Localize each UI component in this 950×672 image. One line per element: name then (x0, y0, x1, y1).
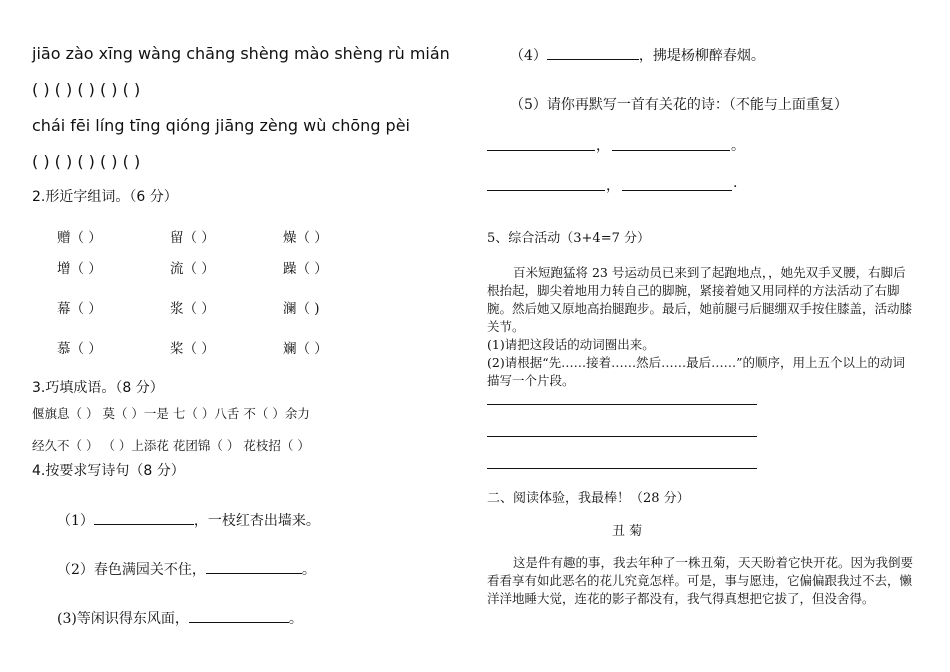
q2-word: 幕（ ） (57, 301, 102, 317)
q4-2-suffix: 。 (301, 562, 316, 578)
q4-title: 4.按要求写诗句（8 分） (32, 463, 185, 479)
q2-word: 流（ ） (170, 261, 215, 277)
q4-item-4 (510, 45, 765, 65)
q4-item-2 (57, 559, 316, 579)
answer-blank[interactable] (487, 150, 595, 151)
part2-title: 二、阅读体验，我最棒！（28 分） (487, 491, 690, 506)
q2-word: 赠（ ） (57, 230, 102, 246)
answer-blank[interactable] (487, 190, 605, 191)
comma: ， (596, 138, 610, 154)
story-text: 这是件有趣的事，我去年种了一株丑菊，天天盼着它快开花。因为我倒要看看享有如此恶名的花儿究竟怎样。可是，事与愿违，它偏偏跟我过不去，懒洋洋地睡大觉，连花的影子都没有，我气得真想把它拔了，但没舍得。 (487, 555, 914, 606)
q4-4-suffix: ，拂堤杨柳醉春烟。 (638, 48, 765, 64)
q3-idiom-line-2: 经久不（ ） （ ）上添花 花团锦（ ） 花枝招（ ） (32, 438, 310, 453)
q5-question-1: (1)请把这段话的动词圈出来。 (487, 337, 655, 352)
q5-question-2: (2)请根据“先……接着……然后……最后……”的顺序，用上五个以上的动词描写一个片段。 (487, 355, 905, 388)
q4-3-suffix: 。 (288, 611, 303, 627)
q3-idiom-line-1: 偃旗息（ ） 莫（ ）一是 七（ ）八舌 不（ ）余力 (32, 406, 310, 421)
q2-word: 留（ ） (170, 230, 215, 246)
q4-1-prefix: （1） (57, 513, 94, 529)
story-title: 丑 菊 (612, 524, 643, 539)
answer-blank[interactable] (189, 608, 289, 623)
answer-blank[interactable] (622, 190, 732, 191)
q2-word: 澜（ ) (283, 301, 320, 317)
q4-item-5: （5）请你再默写一首有关花的诗：（不能与上面重复） (510, 97, 848, 113)
q3-title: 3.巧填成语。（8 分） (32, 380, 164, 396)
q2-word: 慕（ ） (57, 341, 102, 357)
q5-title: 5、综合活动（3+4=7 分） (487, 231, 651, 246)
comma: ， (606, 178, 620, 194)
q5-passage: 百米短跑猛将 23 号运动员已来到了起跑地点，，她先双手叉腰，右脚后根抬起，脚尖着地用力转自己的脚腕，紧接着她又用同样的方法活动了右脚腕。然后她又原地高抬腿跑步。最后，她前腿弓后腿绷双手按住膝盖，活动膝关节。 (487, 265, 913, 334)
q4-item-1 (57, 510, 320, 530)
answer-brackets-1: ( ) ( ) ( ) ( ) ( ) (32, 80, 141, 99)
period: . (733, 175, 738, 191)
q2-word: 躁（ ） (283, 261, 328, 277)
answer-line[interactable] (487, 404, 757, 405)
answer-blank[interactable] (547, 45, 639, 60)
answer-line[interactable] (487, 468, 757, 469)
q2-word: 增（ ） (57, 261, 102, 277)
answer-blank[interactable] (612, 150, 730, 151)
answer-blank[interactable] (94, 510, 194, 525)
pinyin-line-2: chái fēi líng tīng qióng jiāng zèng wù chōng pèi (32, 116, 410, 135)
q4-2-prefix: （2）春色满园关不住， (57, 562, 206, 578)
period: 。 (731, 138, 745, 154)
q4-3-prefix: (3)等闲识得东风面， (57, 611, 189, 627)
q2-title: 2.形近字组词。（6 分） (32, 189, 178, 205)
pinyin-line-1: jiāo zào xīng wàng chāng shèng mào shèng rù mián (32, 44, 450, 63)
q2-word: 斓（ ） (283, 341, 328, 357)
q4-4-prefix: （4） (510, 48, 547, 64)
q2-word: 燥（ ） (283, 230, 328, 246)
q4-item-3 (57, 608, 303, 628)
q2-word: 桨（ ） (170, 341, 215, 357)
q4-1-suffix: ，一枝红杏出墙来。 (193, 513, 320, 529)
answer-brackets-2: ( ) ( ) ( ) ( ) ( ) (32, 152, 141, 171)
q2-word: 浆（ ） (170, 301, 215, 317)
answer-blank[interactable] (206, 559, 302, 574)
answer-line[interactable] (487, 436, 757, 437)
